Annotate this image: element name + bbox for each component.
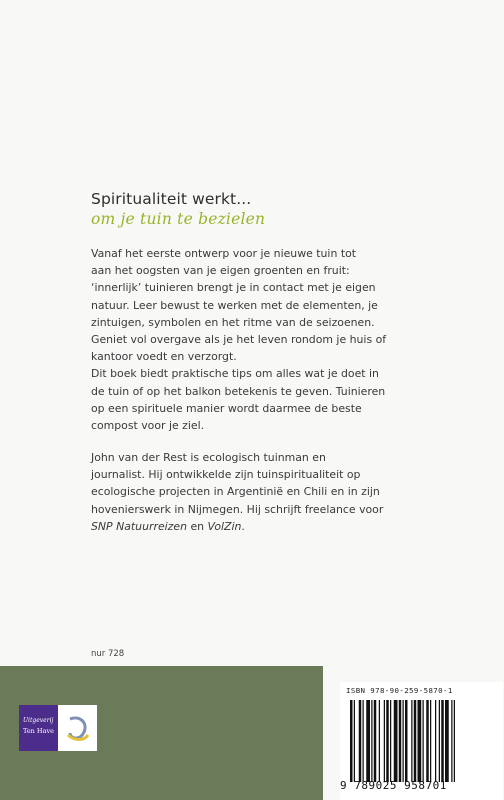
description-line: Geniet vol overgave als je het leven rondom je huis of [91, 333, 387, 347]
barcode-bar [359, 700, 362, 782]
description-line: compost voor je ziel. [91, 419, 205, 433]
book-subtitle: om je tuin te bezielen [91, 210, 266, 228]
barcode-bar [403, 700, 404, 782]
description-paragraph [91, 245, 421, 434]
publisher-emblem-icon [58, 705, 97, 751]
barcode-bar [426, 700, 429, 782]
description-line: Vanaf het eerste ontwerp voor je nieuwe tuin tot [91, 247, 357, 260]
barcode-bar [374, 700, 377, 782]
description-line: natuur. Leer bewust te werken met de elementen, je [91, 298, 378, 312]
barcode-bar [350, 700, 353, 782]
description-line: ‘innerlijk’ tuinieren brengt je in contact met je eigen [91, 281, 376, 295]
book-title: Spiritualiteit werkt... [91, 190, 252, 208]
publisher-emblem-panel [58, 705, 97, 751]
bio-line: John van der Rest is ecologisch tuinman en [91, 451, 326, 464]
description-line: Dit boek biedt praktische tips om alles wat je doet in [91, 367, 379, 381]
publisher-logo-panel [19, 705, 58, 751]
barcode-bar [399, 700, 402, 782]
bio-period: . [241, 519, 245, 533]
publisher-label: Uitgeverij [23, 717, 54, 724]
description-line: aan het oogsten van je eigen groenten en fruit: [91, 264, 350, 278]
barcode-bar [414, 700, 417, 782]
publisher-name: Ten Have [23, 727, 54, 735]
barcode-bar [394, 700, 398, 782]
description-line: op een spirituele manier wordt daarmee de beste [91, 401, 362, 415]
barcode-number: 9 789025 958701 [340, 779, 447, 792]
barcode-bar [441, 700, 444, 782]
publisher-logo [19, 705, 97, 751]
bio-line: hovenierswerk in Nijmegen. Hij schrijft freelance voor [91, 502, 384, 516]
barcode-bar [379, 700, 380, 782]
barcode-bar [371, 700, 372, 782]
barcode-bar [354, 700, 355, 782]
barcode-bar [384, 700, 385, 782]
bio-line-last [91, 518, 421, 535]
bio-line: ecologische projecten in Argentinië en Chili en in zijn [91, 485, 380, 499]
barcode-bar [435, 700, 436, 782]
bio-connector: en [186, 519, 208, 533]
barcode-bar [423, 700, 424, 782]
nur-code: nur 728 [91, 649, 125, 659]
barcode-bar [430, 700, 431, 782]
barcode-bar [418, 700, 422, 782]
author-bio-paragraph [91, 449, 421, 535]
magazine-name: VolZin [207, 519, 242, 533]
bio-line: journalist. Hij ontwikkelde zijn tuinspiritualiteit op [91, 468, 361, 482]
barcode-bar [405, 700, 408, 782]
description-line: kantoor voedt en verzorgt. [91, 350, 237, 364]
barcode-bar [439, 700, 440, 782]
barcode-bar [366, 700, 370, 782]
barcode-icon [350, 700, 494, 782]
barcode-bar [451, 700, 452, 782]
barcode-bar [363, 700, 364, 782]
barcode-bar [411, 700, 412, 782]
isbn-label: ISBN 978-90-259-5870-1 [346, 686, 453, 695]
barcode-bar [445, 700, 449, 782]
barcode-bar [390, 700, 391, 782]
magazine-name: SNP Natuurreizen [91, 519, 187, 533]
barcode-bar [454, 700, 455, 782]
description-line: de tuin of op het balkon betekenis te geven. Tuinieren [91, 384, 386, 398]
barcode-bar [386, 700, 389, 782]
description-line: zintuigen, symbolen en het ritme van de seizoenen. [91, 315, 375, 329]
